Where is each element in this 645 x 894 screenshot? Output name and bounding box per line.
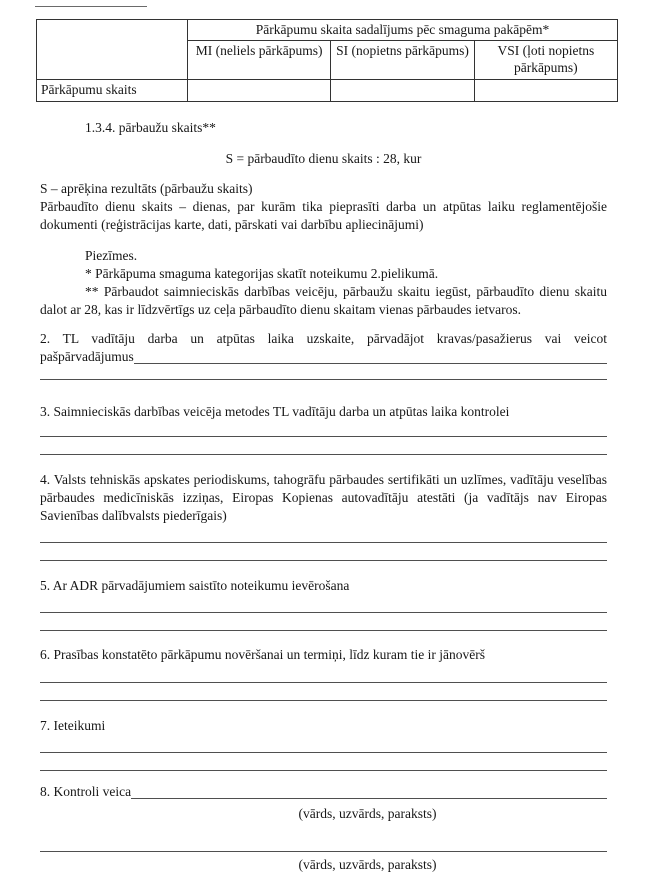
blank-line: [40, 770, 607, 771]
item-2-text: 2. TL vadītāju darba un atpūtas laika uzskaite, pārvadājot kravas/pasažierus vai veicot: [40, 331, 607, 346]
item-7-heading: 7. Ieteikumi: [40, 718, 106, 733]
blank-line: [40, 560, 607, 561]
item-4-heading: 4. Valsts tehniskās apskates periodiskums, tahogrāfu pārbaudes sertifikāti un uzlīmes, vadītāju veselības pārbaudes medicīniskās izziņas, Eiropas Kopienas autovadītāju atestāti (ja vadītājs nav Eiropas Savienības dalībvalsts piederīgais): [40, 472, 607, 523]
item-2-fill-row: [40, 348, 607, 366]
value-cell-mi: [188, 80, 331, 102]
cutoff-artifact-line: [35, 6, 147, 7]
item-6-heading: 6. Prasības konstatēto pārkāpumu novēršanai un termiņi, līdz kuram tie ir jānovērš: [40, 647, 486, 662]
row-label-violations-count: Pārkāpumu skaits: [37, 80, 188, 102]
checks-formula: S = pārbaudīto dienu skaits : 28, kur: [225, 151, 422, 166]
item-8-fill-row: [40, 783, 607, 801]
fill-in-line: [134, 348, 607, 364]
severity-col-si: SI (nopietns pārkāpums): [331, 41, 474, 80]
blank-line: [40, 630, 607, 631]
item-5-heading: 5. Ar ADR pārvadājumiem saistīto noteikumu ievērošana: [40, 578, 350, 593]
value-cell-vsi: [474, 80, 617, 102]
table-span-header: Pārkāpumu skaita sadalījums pēc smaguma pakāpēm*: [188, 20, 618, 41]
severity-col-vsi: VSI (ļoti nopietns pārkāpums): [474, 41, 617, 80]
signature-line: [40, 851, 607, 852]
fill-in-line: [131, 783, 607, 799]
item-8-label: 8. Kontroli veica: [40, 784, 132, 799]
blank-line: [40, 436, 607, 437]
item-2-label: pašpārvadājumus: [40, 349, 134, 364]
signature-caption-2: (vārds, uzvārds, paraksts): [298, 857, 437, 872]
note-1: * Pārkāpuma smaguma kategorijas skatīt noteikumu 2.pielikumā.: [85, 266, 439, 281]
note-2: ** Pārbaudot saimnieciskās darbības veicēju, pārbaužu skaitu iegūst, pārbaudīto dienu skaitu dalot ar 28, kas ir līdzvērtīgs uz ceļa pārbaudīto dienu skaitam vienas pārbaudes ietvaros.: [40, 284, 607, 317]
severity-col-mi: MI (neliels pārkāpums): [188, 41, 331, 80]
blank-line: [40, 454, 607, 455]
value-cell-si: [331, 80, 474, 102]
s-definition: S – aprēķina rezultāts (pārbaužu skaits): [40, 181, 253, 196]
blank-line: [40, 682, 607, 683]
blank-line: [40, 700, 607, 701]
blank-line: [40, 752, 607, 753]
violations-table: [36, 19, 618, 102]
blank-line: [40, 542, 607, 543]
notes-title: Piezīmes.: [85, 248, 138, 263]
blank-line: [40, 612, 607, 613]
section-1-3-4-heading: 1.3.4. pārbaužu skaits**: [85, 120, 216, 135]
item-3-heading: 3. Saimnieciskās darbības veicēja metodes TL vadītāju darba un atpūtas laika kontrolei: [40, 404, 510, 419]
empty-corner-cell: [37, 20, 188, 80]
signature-caption-1: (vārds, uzvārds, paraksts): [298, 806, 437, 821]
blank-line: [40, 379, 607, 380]
checked-days-definition: Pārbaudīto dienu skaits – dienas, par kurām tika pieprasīti darba un atpūtas laiku reglamentējošie dokumenti (reģistrācijas karte, dati, pārskati vai darbību apliecinājumi): [40, 199, 607, 232]
